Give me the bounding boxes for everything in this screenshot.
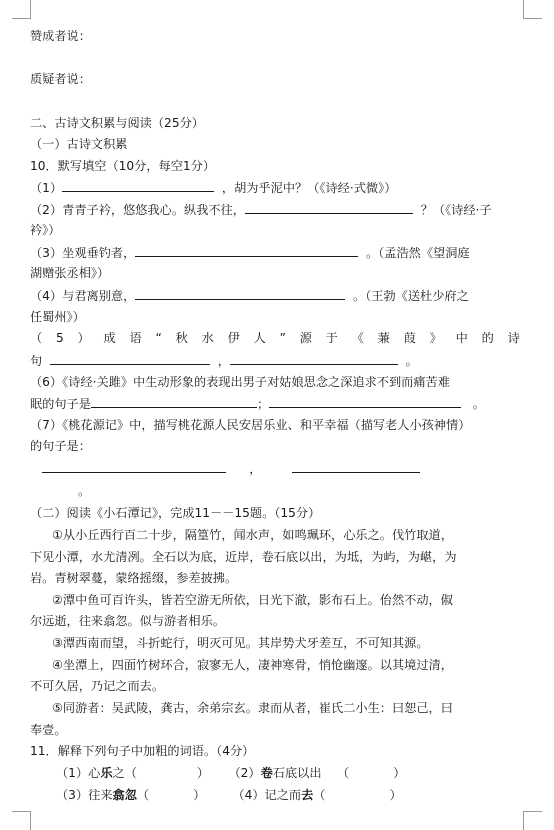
q11-item-3-suffix: （ [136,788,150,802]
passage-paragraph-2-line-1: ②潭中鱼可百许头，皆若空游无所依，日光下澈，影布石上。佁然不动，俶 [52,593,453,607]
q11-item-1-close: ） [196,766,210,780]
q10-item-5-char: 语 [129,331,142,345]
q10-item-4-text: （4）与君离别意， [30,289,136,303]
q11-item-3-close: ） [193,788,206,802]
passage-paragraph-1-line-1: ①从小丘西行百二十步，隔篁竹，闻水声，如鸣珮环，心乐之。伐竹取道， [52,528,453,542]
q11-item-4-prefix: （4）记之而 [232,788,302,802]
q10-item-5-end: 。 [405,354,418,368]
q10-item-6-blank-1[interactable] [91,395,257,408]
q10-item-7-comma: ， [249,462,262,476]
q10-item-5-comma: ， [217,354,230,368]
q10-item-4-source: 。（王勃《送杜少府之 [353,289,469,303]
q11-item-3-bold-word: 翕忽 [112,788,137,802]
q10-item-1-blank[interactable] [62,179,214,192]
q10-item-5-char: 的 [481,331,494,345]
q10-item-6-line1: （6）《诗经·关雎》中生动形象的表现出男子对姑娘思念之深追求不到而痛苦难 [30,375,450,389]
passage-paragraph-2-line-2: 尔远逝，往来翕忽。似与游者相乐。 [30,614,225,628]
q10-item-5-char: 成 [103,331,116,345]
q10-item-5-char: ” [279,331,286,345]
q10-item-5 [30,330,520,346]
q10-item-5-char: “ [155,331,162,345]
passage-paragraph-3-line-1: ③潭西南而望，斗折蛇行，明灭可见。其岸势犬牙差互，不可知其源。 [52,636,429,650]
section-2-title: 二、古诗文积累与阅读（25分） [30,116,204,130]
q10-item-5-char: 源 [299,331,312,345]
passage-paragraph-4-line-1: ④坐潭上，四面竹树环合，寂寥无人，凄神寒骨，悄怆幽邃。以其境过清， [52,658,453,672]
q11-title: 11．解释下列句子中加粗的词语。（4分） [30,744,255,758]
passage-paragraph-1-line-2: 下见小潭，水尤清冽。全石以为底，近岸，卷石底以出，为坻，为屿，为嵁，为 [30,550,457,564]
q11-item-1-bold-word: 乐 [100,766,113,780]
q10-item-3 [30,244,470,261]
q10-title: 10．默写填空（10分，每空1分） [30,159,216,173]
q10-item-5-blank-1[interactable] [50,352,210,365]
q10-item-3-text: （3）坐观垂钓者， [30,246,136,260]
passage-paragraph-1-line-3: 岩。青树翠蔓，蒙络摇缀，参差披拂。 [30,571,238,585]
q10-item-6-end: 。 [472,397,485,411]
q10-item-3-source: 。（孟浩然《望洞庭 [366,246,470,260]
q10-item-6-line2 [30,395,485,412]
q10-item-5-char: 5 [55,331,64,345]
q10-item-3-source-cont: 湖赠张丞相》） [30,266,110,280]
q10-item-4-blank[interactable] [135,287,345,300]
q10-item-5-char: 诗 [507,331,520,345]
q10-item-5-char: 中 [455,331,468,345]
passage-paragraph-5-line-2: 奉壹。 [30,723,67,737]
q10-item-5-char: 伊 [227,331,240,345]
q11-item-2-close: ） [393,766,406,780]
q11-item-3-prefix: （3）往来 [56,788,113,802]
q10-item-7-line2: 的句子是： [30,439,91,453]
q11-item-1-prefix: （1）心 [56,766,101,780]
q10-item-2 [30,201,492,218]
q10-item-5-blank-2[interactable] [230,352,398,365]
q10-item-5-char: 人 [253,331,266,345]
q11-item-1-suffix: 之（ [112,766,137,780]
q10-item-7-blank-1[interactable] [42,460,226,473]
part-2-title: （二）阅读《小石潭记》，完成11－－15题。（15分） [30,506,321,520]
q10-item-3-blank[interactable] [135,244,358,257]
q10-item-7-end: 。 [78,484,91,498]
q11-item-4-bold-word: 去 [301,788,314,802]
q11-row-1 [56,765,405,781]
q10-item-5-char: 》 [429,331,442,345]
q11-item-2-prefix: （2） [228,766,261,780]
q10-item-5-char: ） [77,331,90,345]
q10-item-1 [30,179,396,196]
q10-item-7-blank-2[interactable] [292,460,420,473]
q10-item-1-number: （1） [30,181,63,195]
crop-mark-bottom-left [12,811,31,830]
q10-item-5-char: 于 [325,331,338,345]
q10-item-6-semicolon: ； [256,397,270,411]
part-1-title: （一）古诗文积累 [30,137,128,151]
q11-item-2-open: （ [337,766,350,780]
q10-item-5-char: 葭 [403,331,416,345]
q10-item-5-ju: 句 [30,354,43,368]
q10-item-5-char: 秋 [175,331,188,345]
q11-row-2 [56,787,402,803]
q10-item-7-line1: （7）《桃花源记》中，描写桃花源人民安居乐业、和平幸福（描写老人小孩神情） [30,418,471,432]
q10-item-6-blank-2[interactable] [269,395,461,408]
q10-item-7-answer [30,460,420,477]
q10-item-1-text: ，胡为乎泥中？（《诗经·式微》） [221,181,397,195]
q10-item-6-lead: 眠的句子是 [30,397,91,411]
q11-item-4-suffix: （ [313,788,326,802]
crop-mark-top-left [12,0,31,19]
q10-item-5-char: 蒹 [377,331,390,345]
q10-item-4-source-cont: 任蜀州》） [30,310,85,324]
q10-item-5-char: （ [30,331,43,345]
passage-paragraph-5-line-1: ⑤同游者：吴武陵，龚古，余弟宗玄。隶而从者，崔氏二小生：曰恕己，曰 [52,701,453,715]
q10-item-4 [30,287,469,304]
q10-item-2-text: （2）青青子衿，悠悠我心。纵我不往， [30,203,245,217]
q10-item-2-source: ？（《诗经·子 [420,203,492,217]
q10-item-5-char: 《 [351,331,364,345]
affirmative-label: 赞成者说： [30,29,91,43]
q11-item-2-suffix: 石底以出 [272,766,322,780]
q11-item-2-bold-word: 卷 [260,766,273,780]
q10-item-2-blank[interactable] [245,201,413,214]
q10-item-5-line2 [30,352,418,369]
q11-item-4-close: ） [389,788,402,802]
crop-mark-top-right [523,0,542,19]
q10-item-2-source-cont: 衿》） [30,223,61,237]
skeptic-label: 质疑者说： [30,72,91,86]
q10-item-5-char: 水 [201,331,214,345]
crop-mark-bottom-right [523,811,542,830]
passage-paragraph-4-line-2: 不可久居，乃记之而去。 [30,679,165,693]
